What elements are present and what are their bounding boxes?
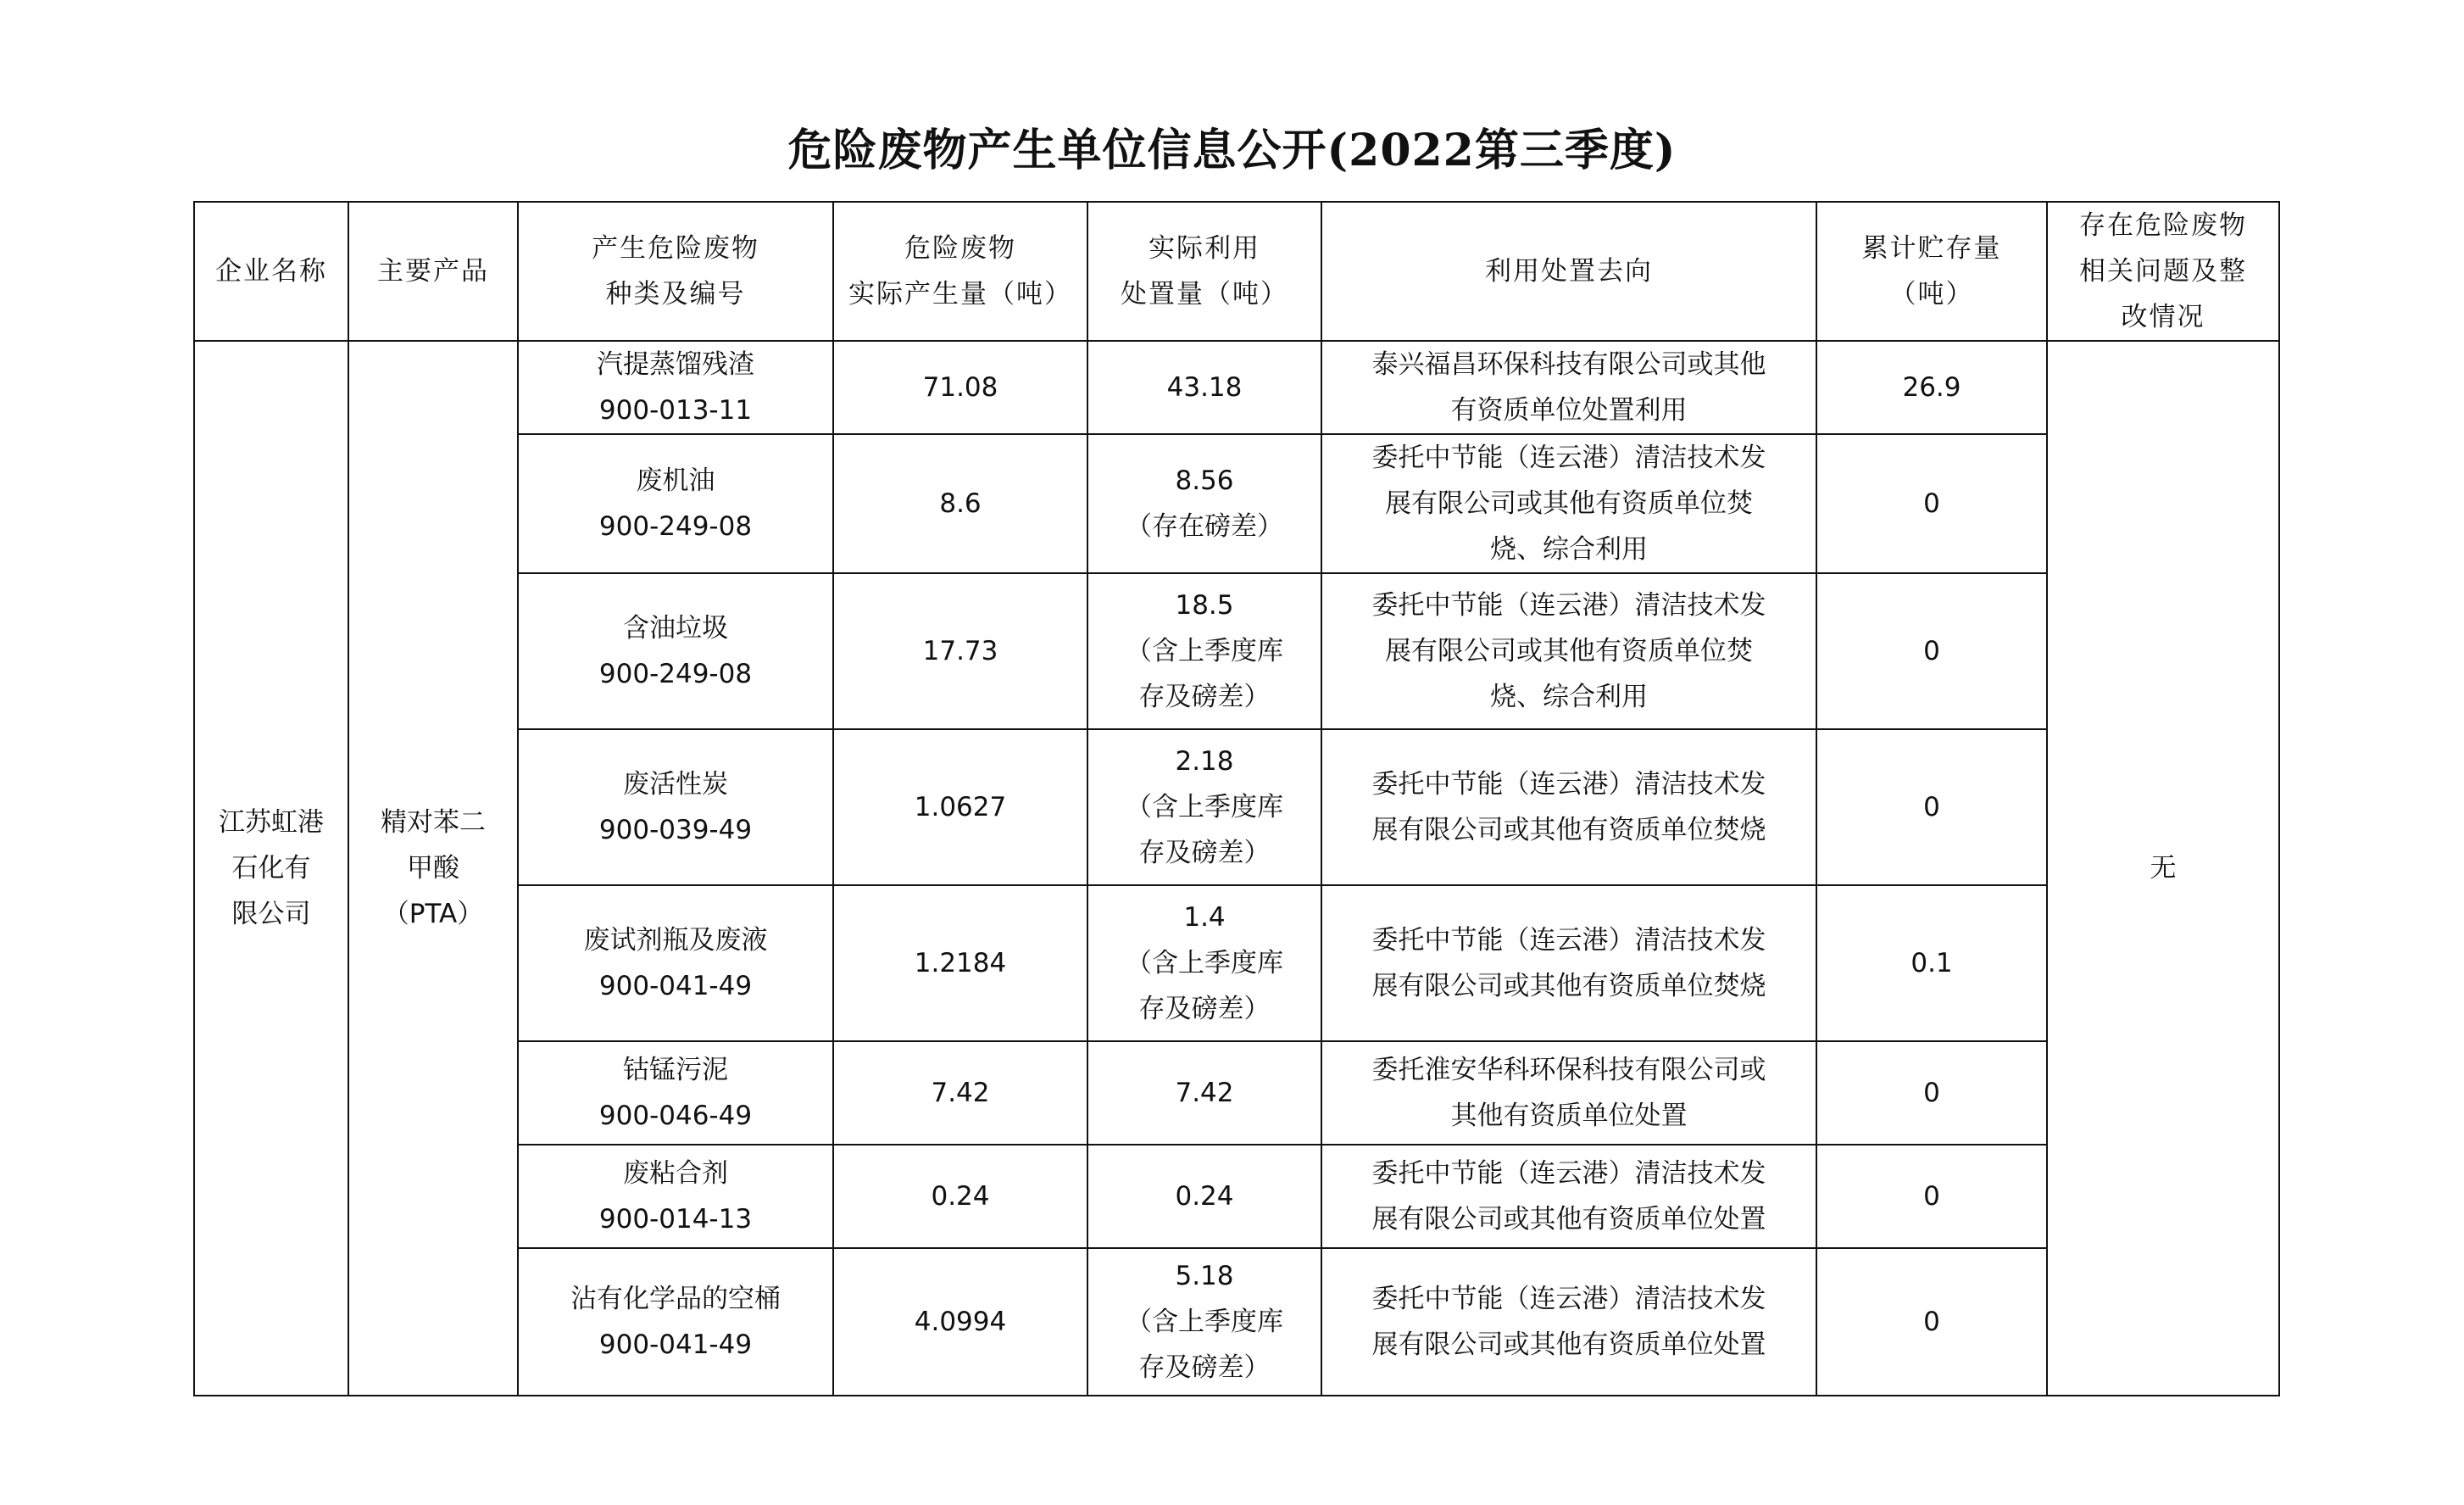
table-row bbox=[194, 341, 2279, 434]
product-cell: 精对苯二 甲酸 （PTA） bbox=[348, 341, 518, 1396]
header-waste-type: 产生危险废物 种类及编号 bbox=[518, 202, 833, 341]
generated-cell: 4.0994 bbox=[833, 1248, 1087, 1396]
waste-type-cell: 废粘合剂 900-014-13 bbox=[518, 1145, 833, 1248]
issues-cell: 无 bbox=[2047, 341, 2279, 1396]
generated-cell: 17.73 bbox=[833, 573, 1087, 729]
generated-cell: 1.0627 bbox=[833, 729, 1087, 885]
header-company: 企业名称 bbox=[194, 202, 348, 341]
header-destination: 利用处置去向 bbox=[1321, 202, 1816, 341]
company-cell: 江苏虹港 石化有 限公司 bbox=[194, 341, 348, 1396]
page-title: 危险废物产生单位信息公开(2022第三季度) bbox=[787, 125, 1677, 176]
generated-cell: 8.6 bbox=[833, 434, 1087, 573]
destination-cell: 委托中节能（连云港）清洁技术发 展有限公司或其他有资质单位焚烧 bbox=[1321, 885, 1816, 1041]
header-storage: 累计贮存量 （吨） bbox=[1816, 202, 2047, 341]
storage-cell: 0 bbox=[1816, 573, 2047, 729]
disposed-cell: 18.5 （含上季度库 存及磅差） bbox=[1087, 573, 1321, 729]
waste-type-cell: 废机油 900-249-08 bbox=[518, 434, 833, 573]
disposed-cell: 5.18 （含上季度库 存及磅差） bbox=[1087, 1248, 1321, 1396]
disposed-cell: 2.18 （含上季度库 存及磅差） bbox=[1087, 729, 1321, 885]
destination-cell: 委托中节能（连云港）清洁技术发 展有限公司或其他有资质单位处置 bbox=[1321, 1145, 1816, 1248]
destination-cell: 泰兴福昌环保科技有限公司或其他 有资质单位处置利用 bbox=[1321, 341, 1816, 434]
generated-cell: 0.24 bbox=[833, 1145, 1087, 1248]
waste-type-cell: 钴锰污泥 900-046-49 bbox=[518, 1041, 833, 1145]
header-row bbox=[194, 202, 2279, 341]
waste-type-cell: 含油垃圾 900-249-08 bbox=[518, 573, 833, 729]
destination-cell: 委托中节能（连云港）清洁技术发 展有限公司或其他有资质单位焚烧 bbox=[1321, 729, 1816, 885]
destination-cell: 委托淮安华科环保科技有限公司或 其他有资质单位处置 bbox=[1321, 1041, 1816, 1145]
disposed-cell: 0.24 bbox=[1087, 1145, 1321, 1248]
disposed-cell: 7.42 bbox=[1087, 1041, 1321, 1145]
storage-cell: 0 bbox=[1816, 729, 2047, 885]
disposed-cell: 43.18 bbox=[1087, 341, 1321, 434]
storage-cell: 0 bbox=[1816, 1041, 2047, 1145]
waste-type-cell: 废活性炭 900-039-49 bbox=[518, 729, 833, 885]
generated-cell: 1.2184 bbox=[833, 885, 1087, 1041]
header-product: 主要产品 bbox=[348, 202, 518, 341]
waste-type-cell: 沾有化学品的空桶 900-041-49 bbox=[518, 1248, 833, 1396]
storage-cell: 26.9 bbox=[1816, 341, 2047, 434]
storage-cell: 0 bbox=[1816, 1145, 2047, 1248]
disposed-cell: 1.4 （含上季度库 存及磅差） bbox=[1087, 885, 1321, 1041]
header-disposed: 实际利用 处置量（吨） bbox=[1087, 202, 1321, 341]
storage-cell: 0.1 bbox=[1816, 885, 2047, 1041]
destination-cell: 委托中节能（连云港）清洁技术发 展有限公司或其他有资质单位焚 烧、综合利用 bbox=[1321, 573, 1816, 729]
hazardous-waste-table bbox=[193, 201, 2280, 1396]
header-generated: 危险废物 实际产生量（吨） bbox=[833, 202, 1087, 341]
waste-type-cell: 汽提蒸馏残渣 900-013-11 bbox=[518, 341, 833, 434]
disposed-cell: 8.56 （存在磅差） bbox=[1087, 434, 1321, 573]
header-issues: 存在危险废物 相关问题及整 改情况 bbox=[2047, 202, 2279, 341]
waste-type-cell: 废试剂瓶及废液 900-041-49 bbox=[518, 885, 833, 1041]
generated-cell: 71.08 bbox=[833, 341, 1087, 434]
destination-cell: 委托中节能（连云港）清洁技术发 展有限公司或其他有资质单位处置 bbox=[1321, 1248, 1816, 1396]
storage-cell: 0 bbox=[1816, 1248, 2047, 1396]
destination-cell: 委托中节能（连云港）清洁技术发 展有限公司或其他有资质单位焚 烧、综合利用 bbox=[1321, 434, 1816, 573]
storage-cell: 0 bbox=[1816, 434, 2047, 573]
generated-cell: 7.42 bbox=[833, 1041, 1087, 1145]
